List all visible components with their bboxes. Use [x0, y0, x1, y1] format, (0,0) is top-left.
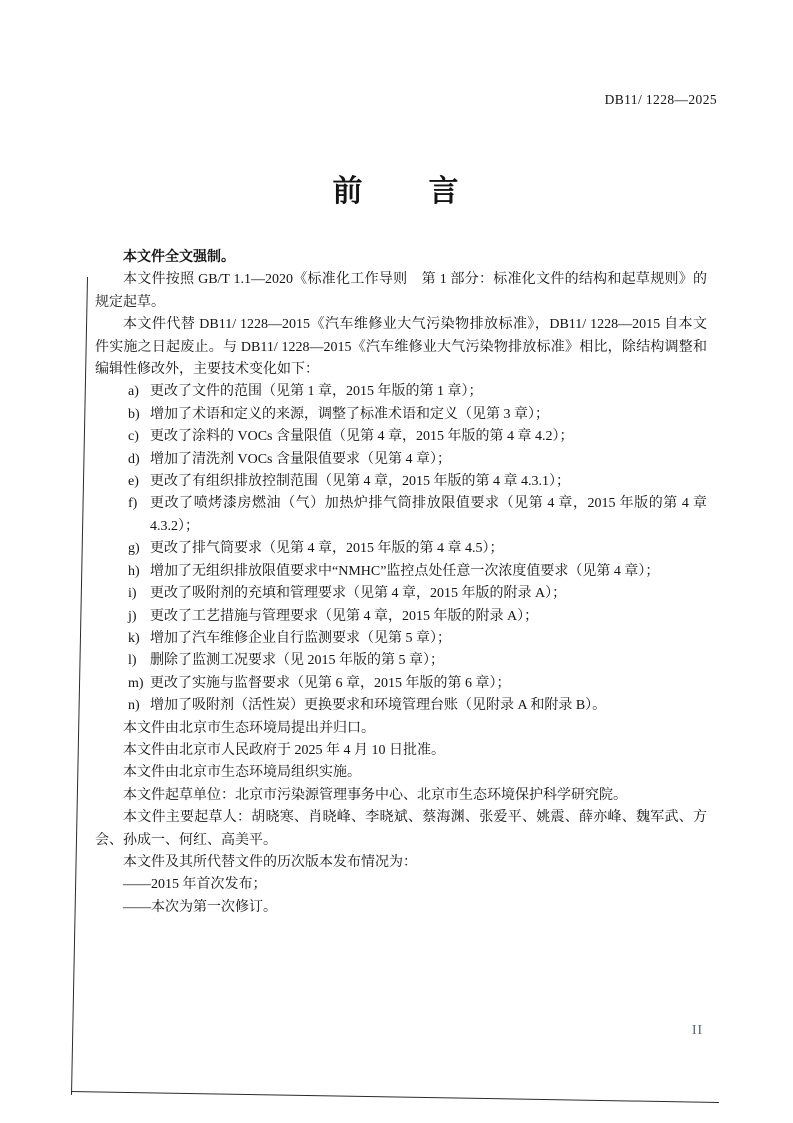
change-item-label: c)	[128, 429, 139, 445]
change-item-label: l)	[128, 653, 137, 669]
closing-paragraph: 本文件主要起草人：胡晓寒、肖晓峰、李晓斌、蔡海渊、张爱平、姚震、薛亦峰、魏军武、方会、孙成一、何红、高美平。	[95, 810, 707, 848]
intro-paragraph: 本文件代替 DB11/ 1228—2015《汽车维修业大气污染物排放标准》，DB11/ 1228—2015 自本文件实施之日起废止。与 DB11/ 1228—2015《汽车维修业大气污染物排放标准》相比，除结构调整和编辑性修改外，主要技术变化如下：	[95, 317, 707, 378]
page-number: II	[692, 1022, 703, 1037]
change-item	[95, 561, 707, 583]
change-item-label: k)	[128, 630, 140, 646]
change-item	[95, 471, 707, 493]
closing-paragraph: 本文件由北京市人民政府于 2025 年 4 月 10 日批准。	[123, 742, 445, 758]
change-item-label: a)	[128, 384, 139, 400]
revision-history-item: ——本次为第一次修订。	[123, 899, 277, 915]
change-item-label: i)	[128, 586, 137, 602]
change-item	[95, 583, 707, 605]
change-item-label: m)	[128, 675, 144, 691]
change-item-text: 更改了文件的范围（见第 1 章，2015 年版的第 1 章）；	[150, 384, 483, 400]
closing-paragraph: 本文件及其所代替文件的历次版本发布情况为：	[123, 854, 417, 870]
change-item-text: 更改了喷烤漆房燃油（气）加热炉排气筒排放限值要求（见第 4 章，2015 年版的第 4 章 4.3.2）；	[150, 496, 707, 534]
change-item-label: h)	[128, 563, 140, 579]
change-item-label: f)	[128, 496, 138, 512]
change-item	[95, 493, 707, 538]
doc-code: DB11/ 1228—2025	[604, 92, 717, 107]
change-item-text: 更改了工艺措施与管理要求（见第 4 章，2015 年版的附录 A）；	[150, 608, 539, 624]
change-item	[95, 606, 707, 628]
change-item-text: 更改了实施与监督要求（见第 6 章，2015 年版的第 6 章）；	[150, 675, 511, 691]
closing-paragraph: 本文件由北京市生态环境局提出并归口。	[123, 720, 375, 736]
closing-paragraph: 本文件由北京市生态环境局组织实施。	[123, 765, 361, 781]
change-item-text: 更改了吸附剂的充填和管理要求（见第 4 章，2015 年版的附录 A）；	[150, 586, 567, 602]
change-item-label: e)	[128, 474, 139, 490]
change-item-text: 增加了吸附剂（活性炭）更换要求和环境管理台账（见附录 A 和附录 B）。	[150, 698, 607, 714]
page-title: 前 言	[332, 175, 461, 208]
change-item	[95, 650, 707, 672]
change-item	[95, 695, 707, 717]
change-item	[95, 449, 707, 471]
changes-list	[95, 381, 707, 717]
closing-paragraph: 本文件起草单位：北京市污染源管理事务中心、北京市生态环境保护科学研究院。	[123, 787, 627, 803]
change-item-label: n)	[128, 698, 140, 714]
revision-history-item: ——2015 年首次发布；	[123, 877, 267, 893]
intro-paragraph: 本文件按照 GB/T 1.1—2020《标准化工作导则 第 1 部分：标准化文件的结构和起草规则》的规定起草。	[95, 272, 707, 310]
change-item-label: j)	[128, 608, 137, 624]
change-item	[95, 673, 707, 695]
change-item-label: g)	[128, 541, 140, 557]
scan-edge-bottom	[71, 1091, 719, 1103]
change-item-text: 更改了有组织排放控制范围（见第 4 章，2015 年版的第 4 章 4.3.1）；	[150, 474, 570, 490]
change-item-label: d)	[128, 451, 140, 467]
mandatory-note: 本文件全文强制。	[123, 250, 235, 265]
change-item	[95, 404, 707, 426]
change-item-text: 更改了排气筒要求（见第 4 章，2015 年版的第 4 章 4.5）；	[150, 541, 504, 557]
change-item	[95, 538, 707, 560]
change-item	[95, 628, 707, 650]
change-item-text: 更改了涂料的 VOCs 含量限值（见第 4 章，2015 年版的第 4 章 4.2）；	[150, 429, 574, 445]
change-item-text: 增加了清洗剂 VOCs 含量限值要求（见第 4 章）；	[150, 451, 452, 467]
foreword-body	[95, 247, 707, 919]
change-item-text: 删除了监测工况要求（见 2015 年版的第 5 章）；	[150, 653, 444, 669]
scan-edge-left	[71, 277, 88, 1095]
change-item-text: 增加了无组织排放限值要求中“NMHC”监控点处任意一次浓度值要求（见第 4 章）；	[150, 563, 660, 579]
change-item-text: 增加了汽车维修企业自行监测要求（见第 5 章）；	[150, 630, 451, 646]
change-item-label: b)	[128, 406, 140, 422]
change-item	[95, 381, 707, 403]
change-item-text: 增加了术语和定义的来源，调整了标准术语和定义（见第 3 章）；	[150, 406, 549, 422]
change-item	[95, 426, 707, 448]
